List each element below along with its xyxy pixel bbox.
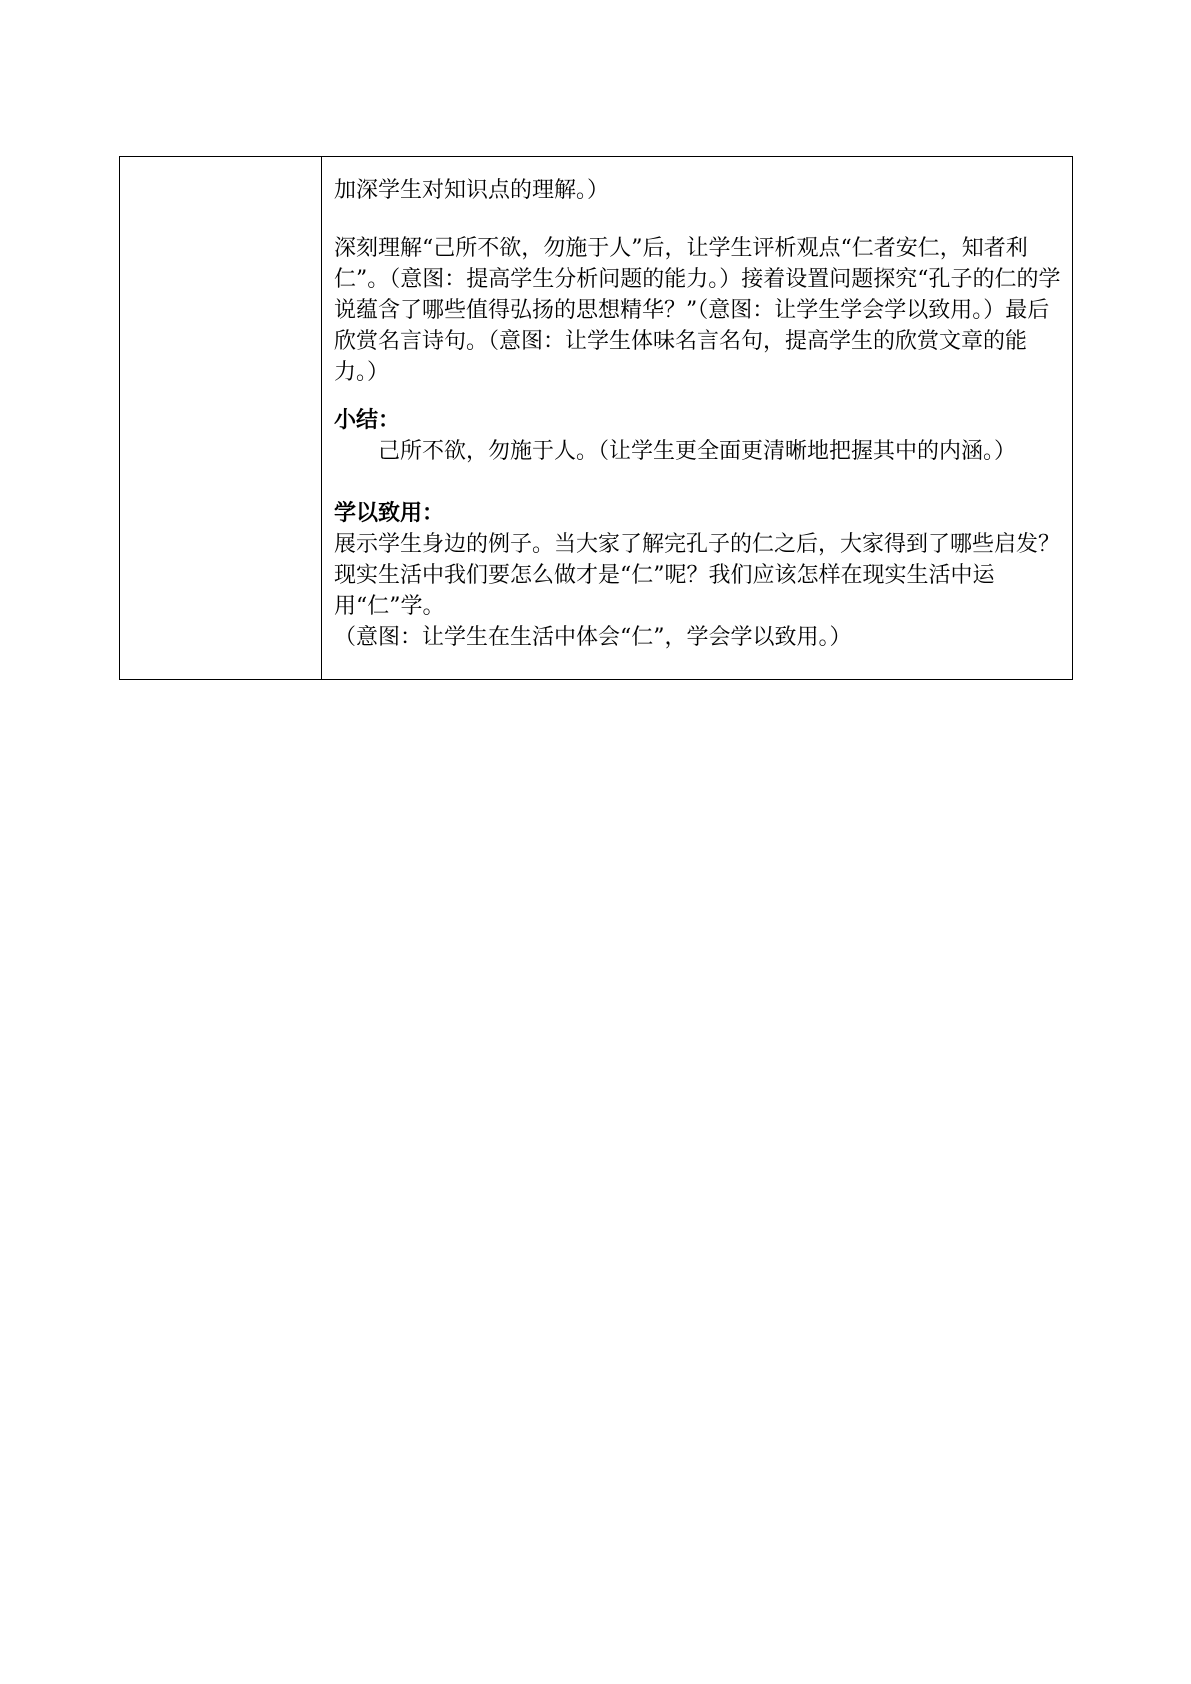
table-right-cell <box>322 157 1072 679</box>
paragraph-analysis: 深刻理解“己所不欲，勿施于人”后，让学生评析观点“仁者安仁，知者利仁”。（意图：提高学生分析问题的能力。）接着设置问题探究“孔子的仁的学说蕴含了哪些值得弘扬的思想精华？”（意图：让学生学会学以致用。）最后欣赏名言诗句。（意图：让学生体味名言名句，提高学生的欣赏文章的能力。） <box>334 236 1061 385</box>
table-left-cell <box>120 157 322 679</box>
summary-heading: 小结： <box>334 407 401 433</box>
intent-text: （意图：让学生在生活中体会“仁”，学会学以致用。） <box>334 625 852 650</box>
summary-text: 己所不欲，勿施于人。（让学生更全面更清晰地把握其中的内涵。） <box>378 439 1017 464</box>
apply-heading: 学以致用： <box>334 500 445 526</box>
lesson-table <box>119 156 1073 680</box>
paragraph-intro: 加深学生对知识点的理解。） <box>334 178 610 203</box>
apply-text: 展示学生身边的例子。当大家了解完孔子的仁之后，大家得到了哪些启发？现实生活中我们要怎么做才是“仁”呢？我们应该怎样在现实生活中运用“仁”学。 <box>334 532 1061 619</box>
